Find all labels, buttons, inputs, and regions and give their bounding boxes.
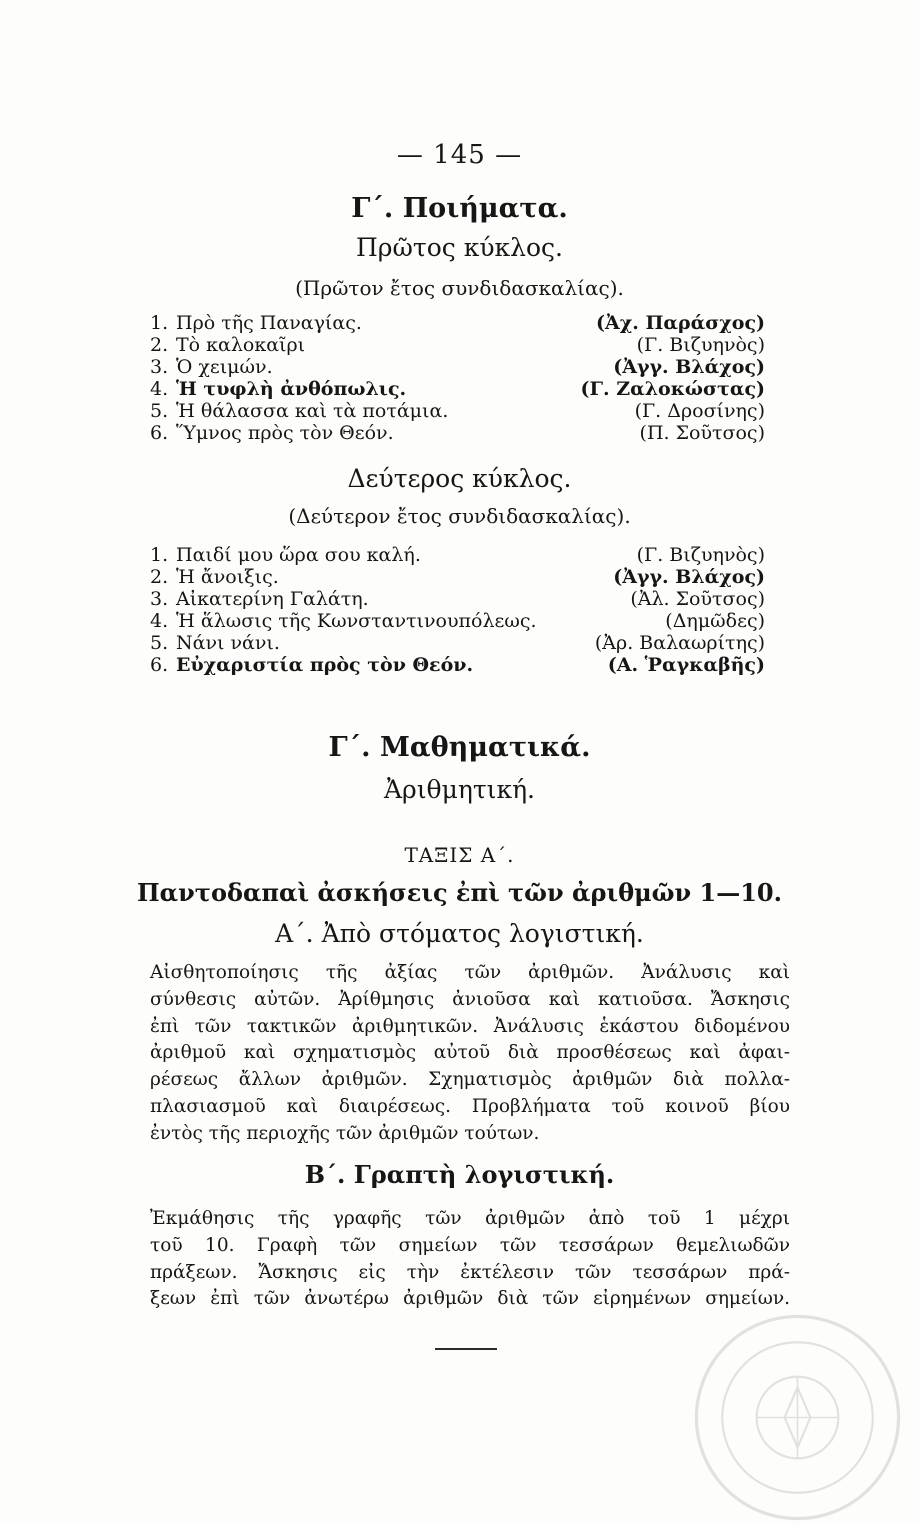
paragraph-line: πράξεων. Ἄσκησις εἰς τὴν ἐκτέλεσιν τῶν τεσσάρων πρά- — [150, 1261, 790, 1283]
oral-arithmetic-paragraph — [150, 960, 790, 1148]
poem-item — [150, 378, 765, 400]
oral-arithmetic-title: Α΄. Ἀπὸ στόματος λογιστική. — [275, 919, 644, 948]
poem-number: 1. — [150, 312, 169, 334]
paragraph-line: ἀριθμοῦ καὶ σχηματισμὸς αὐτοῦ διὰ προσθέσεως καὶ ἀφαι- — [150, 1042, 790, 1064]
poem-title: Αἰκατερίνη Γαλάτη. — [176, 588, 369, 610]
poem-number: 4. — [150, 378, 169, 400]
poem-item — [150, 544, 765, 566]
poem-item — [150, 588, 765, 610]
poem-number: 2. — [150, 334, 169, 356]
poem-author: (Ἀγγ. Βλάχος) — [613, 356, 765, 378]
poem-author: (Α. Ῥαγκαβῆς) — [607, 654, 765, 676]
paragraph-line: ρέσεως ἄλλων ἀριθμῶν. Σχηματισμὸς ἀριθμῶν διὰ πολλα- — [150, 1069, 790, 1091]
poem-title: Ὁ χειμών. — [176, 356, 273, 378]
poem-item — [150, 654, 765, 676]
poem-title: Ὕμνος πρὸς τὸν Θεόν. — [176, 422, 394, 444]
poem-author: (Γ. Βιζυηνὸς) — [636, 544, 765, 566]
poem-author: (Γ. Δροσίνης) — [634, 400, 765, 422]
poem-author: (Ἀγγ. Βλάχος) — [613, 566, 765, 588]
poem-number: 5. — [150, 400, 169, 422]
poem-title: Παιδί μου ὥρα σου καλή. — [176, 544, 421, 566]
poem-item — [150, 610, 765, 632]
poem-author: (Ἀλ. Σοῦτσος) — [630, 588, 765, 610]
poem-title: Ἡ ἄνοιξις. — [176, 566, 279, 588]
cycle2-note: (Δεύτερον ἔτος συνδιδασκαλίας). — [288, 504, 631, 528]
cycle1-poem-list — [150, 312, 765, 444]
cycle1-note: (Πρῶτον ἔτος συνδιδασκαλίας). — [295, 276, 624, 300]
paragraph-line: σύνθεσις αὐτῶν. Ἀρίθμησις ἀνιοῦσα καὶ κατιοῦσα. Ἄσκησις — [150, 988, 790, 1010]
poem-item — [150, 356, 765, 378]
cycle2-title: Δεύτερος κύκλος. — [347, 464, 572, 493]
poem-author: (Ἀρ. Βαλαωρίτης) — [594, 632, 765, 654]
paragraph-line: πλασιασμοῦ καὶ διαιρέσεως. Προβλήματα τοῦ κοινοῦ βίου — [150, 1095, 790, 1117]
poem-author: (Ἀχ. Παράσχος) — [595, 312, 765, 334]
poem-number: 3. — [150, 588, 169, 610]
paragraph-line: Αἰσθητοποίησις τῆς ἀξίας τῶν ἀριθμῶν. Ἀνάλυσις καὶ — [150, 962, 790, 983]
poem-number: 2. — [150, 566, 169, 588]
end-rule — [435, 1348, 497, 1350]
cycle1-title: Πρῶτος κύκλος. — [355, 233, 563, 262]
poem-item — [150, 566, 765, 588]
poem-item — [150, 400, 765, 422]
library-stamp-icon — [690, 1310, 905, 1525]
poem-number: 6. — [150, 654, 169, 676]
class-label: ΤΑΞΙΣ Α΄. — [404, 843, 515, 867]
poem-title: Εὐχαριστία πρὸς τὸν Θεόν. — [176, 654, 474, 676]
poem-number: 3. — [150, 356, 169, 378]
topic-heading: Παντοδαπαὶ ἀσκήσεις ἐπὶ τῶν ἀριθμῶν 1—10. — [137, 878, 782, 907]
poem-number: 5. — [150, 632, 169, 654]
paragraph-line: Ἐκμάθησις τῆς γραφῆς τῶν ἀριθμῶν ἀπὸ τοῦ 1 μέχρι — [150, 1208, 790, 1229]
paragraph-line: ἐπὶ τῶν τακτικῶν ἀριθμητικῶν. Ἀνάλυσις ἑκάστου διδομένου — [150, 1015, 790, 1037]
poem-number: 1. — [150, 544, 169, 566]
math-heading: Γ΄. Μαθηματικά. — [328, 732, 591, 763]
page-number: — 145 — — [396, 140, 523, 170]
poem-number: 6. — [150, 422, 169, 444]
poem-item — [150, 334, 765, 356]
poem-title: Πρὸ τῆς Παναγίας. — [176, 312, 362, 334]
poem-title: Ἡ ἅλωσις τῆς Κωνσταντινουπόλεως. — [176, 610, 537, 632]
cycle2-poem-list — [150, 544, 765, 676]
poem-author: (Π. Σοῦτσος) — [639, 422, 765, 444]
written-arithmetic-paragraph — [150, 1206, 790, 1313]
poem-title: Τὸ καλοκαῖρι — [176, 334, 306, 356]
poem-title: Ἡ τυφλὴ ἀνθόπωλις. — [176, 378, 407, 400]
poem-number: 4. — [150, 610, 169, 632]
paragraph-line: ἐντὸς τῆς περιοχῆς τῶν ἀριθμῶν τούτων. — [150, 1122, 540, 1144]
written-arithmetic-title: Β΄. Γραπτὴ λογιστική. — [304, 1160, 615, 1189]
paragraph-line: ξεων ἐπὶ τῶν ἀνωτέρω ἀριθμῶν διὰ τῶν εἰρημένων σημείων. — [150, 1288, 790, 1310]
poem-item — [150, 632, 765, 654]
math-subheading: Ἀριθμητική. — [383, 775, 535, 804]
poem-item — [150, 312, 765, 334]
poem-author: (Γ. Βιζυηνὸς) — [636, 334, 765, 356]
poem-author: (Γ. Ζαλοκώστας) — [580, 378, 765, 400]
poem-title: Ἡ θάλασσα καὶ τὰ ποτάμια. — [176, 400, 449, 422]
poem-title: Νάνι νάνι. — [176, 632, 280, 654]
poem-author: (Δημῶδες) — [665, 610, 765, 632]
poem-item — [150, 422, 765, 444]
paragraph-line: τοῦ 10. Γραφὴ τῶν σημείων τῶν τεσσάρων θεμελιωδῶν — [150, 1234, 790, 1256]
poems-heading: Γ΄. Ποιήματα. — [351, 193, 568, 224]
